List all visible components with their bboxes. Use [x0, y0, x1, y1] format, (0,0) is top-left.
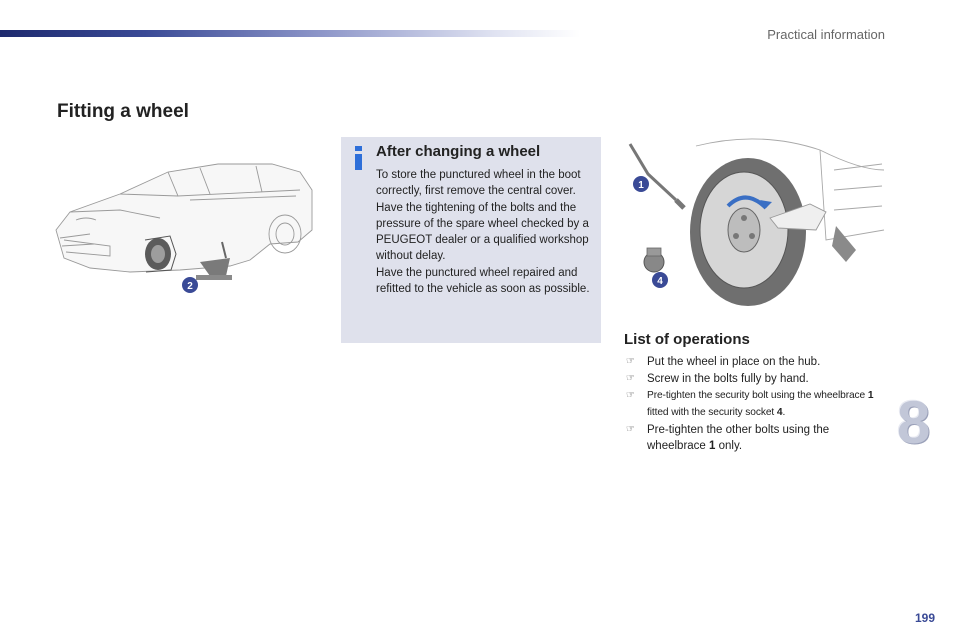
list-item: ☞ Pre-tighten the security bolt using the wheelbrace 1 fitted with the security socket 4. — [626, 390, 874, 418]
info-icon — [352, 145, 366, 171]
car-jack-illustration — [50, 150, 320, 310]
pointing-hand-icon: ☞ — [626, 423, 635, 435]
page-title: Fitting a wheel — [57, 101, 189, 122]
list-of-operations-title: List of operations — [624, 331, 750, 348]
header-gradient-bar — [0, 30, 580, 37]
svg-text:4: 4 — [657, 276, 663, 287]
list-item: ☞ Screw in the bolts fully by hand. — [624, 371, 886, 387]
pointing-hand-icon: ☞ — [626, 390, 635, 402]
svg-text:1: 1 — [638, 180, 644, 191]
wheel-fitting-illustration — [620, 130, 888, 310]
list-item: ☞ Put the wheel in place on the hub. — [624, 354, 886, 370]
info-box-text — [376, 167, 598, 297]
svg-text:2: 2 — [187, 281, 193, 292]
info-box-title: After changing a wheel — [376, 143, 541, 160]
callout-1-icon — [633, 176, 649, 192]
callout-4-icon — [652, 272, 668, 288]
operations-list — [624, 354, 886, 455]
page-number: 199 — [915, 611, 936, 625]
chapter-number: 8 — [897, 389, 931, 456]
info-paragraph: To store the punctured wheel in the boot correctly, first remove the central cover. — [376, 169, 581, 198]
list-item: ☞ Pre-tighten the other bolts using the wheelbrace 1 only. — [626, 423, 830, 453]
info-box — [341, 137, 601, 343]
info-paragraph: Have the tightening of the bolts and the pressure of the spare wheel checked by a PEUGEOT dealer or a qualified workshop without delay. — [376, 201, 589, 263]
info-paragraph: Have the punctured wheel repaired and refitted to the vehicle as soon as possible. — [376, 266, 590, 296]
pointing-hand-icon: ☞ — [626, 356, 635, 367]
section-header: Practical information — [767, 27, 885, 42]
pointing-hand-icon: ☞ — [626, 373, 635, 385]
callout-2-icon — [182, 277, 198, 293]
